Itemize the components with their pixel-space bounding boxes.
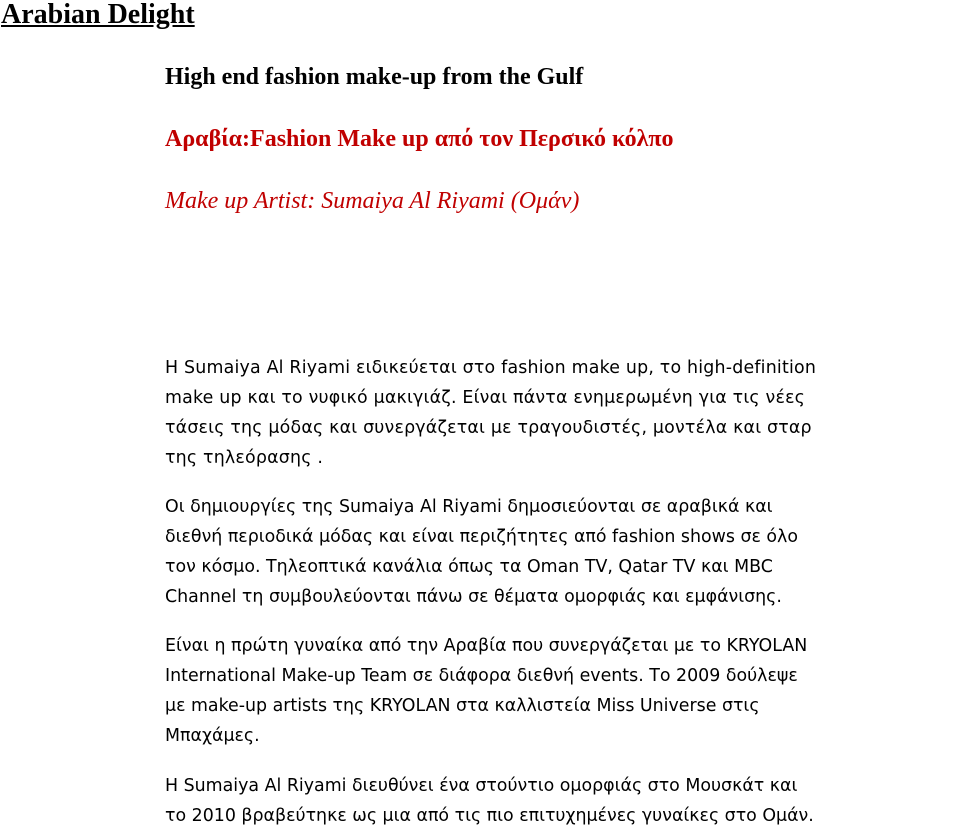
paragraph-line: τάσεις της μόδας και συνεργάζεται με τραγουδιστές, μοντέλα και σταρ [165,418,812,438]
paragraph-line: Είναι η πρώτη γυναίκα από την Αραβία που συνεργάζεται με το KRYOLAN [165,636,808,656]
page-title: Arabian Delight [1,0,195,30]
paragraph-line: H Sumaiya Al Riyami ειδικεύεται στο fashion make up, το high-definition [165,358,817,378]
paragraph-line: το 2010 βραβεύτηκε ως μια από τις πιο επιτυχημένες γυναίκες στο Ομάν. [165,806,814,826]
paragraph-line: τον κόσμο. Τηλεοπτικά κανάλια όπως τα Oman TV, Qatar TV και MBC [165,557,773,577]
paragraph-line: με make-up artists της KRYOLAN στα καλλιστεία Miss Universe στις [165,696,760,716]
paragraph-publications [165,492,957,612]
paragraph-line: Οι δημιουργίες της Sumaiya Al Riyami δημοσιεύονται σε αραβικά και [165,497,773,517]
paragraph-line: H Sumaiya Al Riyami διευθύνει ένα στούντιο ομορφιάς στο Μουσκάτ και [165,776,798,796]
paragraph-studio [165,771,957,831]
paragraph-kryolan [165,631,957,751]
paragraph-line: International Make-up Team σε διάφορα διεθνή events. Το 2009 δούλεψε [165,666,798,686]
paragraph-intro [165,353,957,473]
paragraph-line: make up και το νυφικό μακιγιάζ. Είναι πάντα ενημερωμένη για τις νέες [165,388,806,408]
paragraph-line: Μπαχάμες. [165,726,260,746]
paragraph-line: της τηλεόρασης . [165,448,324,468]
subtitle-greek: Αραβία:Fashion Make up από τον Περσικό κόλπο [165,126,674,152]
paragraph-line: Channel τη συμβουλεύονται πάνω σε θέματα ομορφιάς και εμφάνισης. [165,587,782,607]
paragraph-line: διεθνή περιοδικά μόδας και είναι περιζήτητες από fashion shows σε όλο [165,527,798,547]
subtitle-english: High end fashion make-up from the Gulf [165,64,584,90]
artist-heading: Make up Artist: Sumaiya Al Riyami (Ομάν) [165,188,580,214]
